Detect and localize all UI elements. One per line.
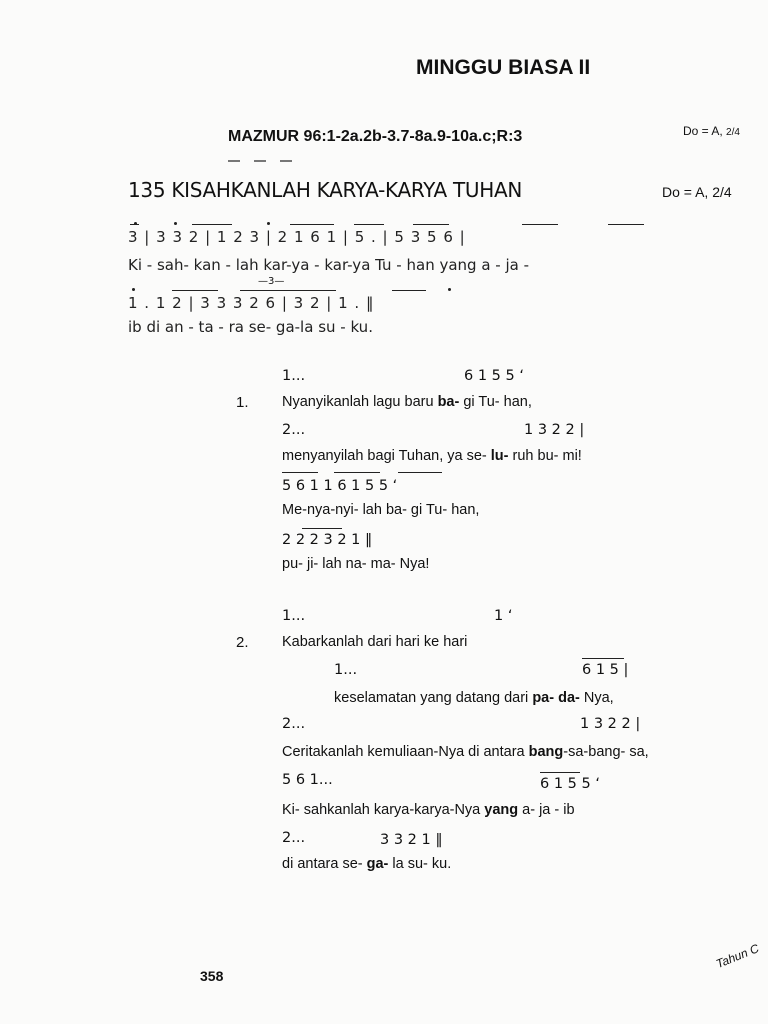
key-meter: 2/4 [726, 127, 740, 138]
verse-notes: 5 6 1... [282, 772, 333, 788]
key-main: Do = A, [683, 124, 723, 138]
beam-mark [334, 472, 380, 473]
verse-notes: 2... [282, 830, 306, 846]
beam-mark [413, 224, 449, 225]
lyric-text: menyanyilah bagi Tuhan, ya se- [282, 448, 491, 464]
beam-mark [282, 472, 318, 473]
lyric-text: ruh bu- mi! [508, 448, 582, 464]
lyric-text: Me-nya-nyi- lah ba- gi Tu- han, [282, 502, 480, 518]
lyric-text: Ki- sahkanlah karya-karya-Nya [282, 802, 485, 818]
page-number: 358 [200, 968, 224, 984]
verse-notes-right: 1 3 2 2 | [524, 422, 585, 438]
lyric-text: keselamatan yang datang dari [334, 690, 533, 706]
octave-dot [132, 288, 135, 291]
verse-lyric [282, 394, 532, 410]
verse-notes: 2... [282, 716, 306, 732]
lyric-accent: yang [484, 802, 519, 818]
verse-lyric [282, 556, 429, 572]
beam-mark [354, 224, 384, 225]
lyric-text: a- ja - ib [518, 802, 575, 818]
lyric-text: gi Tu- han, [459, 394, 532, 410]
refrain-notes-line-1: 3 | 3 3 2 | 1 2 3 | 2 1 6 1 | 5 . | 5 3 5 6 | [128, 228, 465, 246]
verse-notes: 1... [282, 608, 306, 624]
lyric-text: pu- ji- lah na- ma- Nya! [282, 556, 430, 572]
octave-dot [448, 288, 451, 291]
refrain-notes-line-2: 1 . 1 2 | 3 3 3 2 6 | 3 2 | 1 . ‖ [128, 294, 374, 312]
beam-mark [172, 290, 218, 291]
lyric-text: la su- ku. [388, 856, 452, 872]
verse-notes-right: 3 3 2 1 ‖ [380, 832, 443, 848]
verse-lyric [282, 448, 582, 464]
lyric-accent: ba- [437, 394, 460, 410]
octave-dot [267, 222, 270, 225]
beam-mark [540, 772, 580, 773]
verse-notes: 1... [282, 368, 306, 384]
verse-notes-right: 6 1 5 5 ‘ [540, 776, 600, 792]
beam-mark [302, 528, 342, 529]
octave-dot [174, 222, 177, 225]
verse-notes: 2 2 2 3 2 1 ‖ [282, 532, 373, 548]
psalm-reference: MAZMUR 96:1-2a.2b-3.7-8a.9-10a.c;R:3 [228, 128, 523, 145]
verse-lyric [282, 634, 467, 650]
lyric-text: di antara se- [282, 856, 367, 872]
lyric-accent: ga- [366, 856, 389, 872]
verse-notes: 1... [334, 662, 358, 678]
lyric-text: -sa-bang- sa, [563, 744, 649, 760]
verse-notes: 5 6 1 1 6 1 5 5 ‘ [282, 478, 398, 494]
beam-mark [392, 290, 426, 291]
lyric-text: Nya, [579, 690, 614, 706]
page-title: MINGGU BIASA II [416, 56, 591, 79]
verse-number: 1. [236, 394, 249, 411]
verse-notes: 2... [282, 422, 306, 438]
verse-number: 2. [236, 634, 249, 651]
lyric-text: Nyanyikanlah lagu baru [282, 394, 438, 410]
triplet-number: 3 [268, 276, 275, 287]
beam-mark [192, 224, 232, 225]
cut-off-line-divider [228, 160, 298, 162]
lyric-text: Kabarkanlah dari hari ke hari [282, 634, 468, 650]
verse-notes-right: 6 1 5 5 ‘ [464, 368, 524, 384]
beam-mark [522, 224, 558, 225]
refrain-lyrics-line-2: ib di an - ta - ra se- ga-la su - ku. [128, 318, 373, 336]
beam-mark [290, 224, 334, 225]
verse-lyric [334, 690, 614, 706]
lyric-accent: bang [528, 744, 564, 760]
beam-mark [240, 290, 336, 291]
beam-mark [398, 472, 442, 473]
verse-lyric [282, 502, 479, 518]
beam-mark [608, 224, 644, 225]
verse-notes-right: 6 1 5 | [582, 662, 629, 678]
lyric-accent: pa- da- [532, 690, 580, 706]
year-label: Tahun C [714, 941, 761, 971]
verse-lyric [282, 744, 649, 760]
verse-notes-right: 1 ‘ [494, 608, 513, 624]
beam-mark [582, 658, 624, 659]
verse-notes-right: 1 3 2 2 | [580, 716, 641, 732]
lyric-text: Ceritakanlah kemuliaan-Nya di antara [282, 744, 529, 760]
verse-lyric [282, 802, 575, 818]
lyric-accent: lu- [490, 448, 509, 464]
song-key: Do = A, 2/4 [662, 184, 732, 200]
verse-lyric [282, 856, 451, 872]
song-title: 135 KISAHKANLAH KARYA-KARYA TUHAN [128, 178, 523, 202]
refrain-lyrics-line-1: Ki - sah- kan - lah kar-ya - kar-ya Tu - han yang a - ja - [128, 256, 530, 274]
key-signature-small [683, 124, 740, 138]
octave-dot [134, 222, 137, 225]
triplet-marker: —3— [258, 276, 285, 287]
